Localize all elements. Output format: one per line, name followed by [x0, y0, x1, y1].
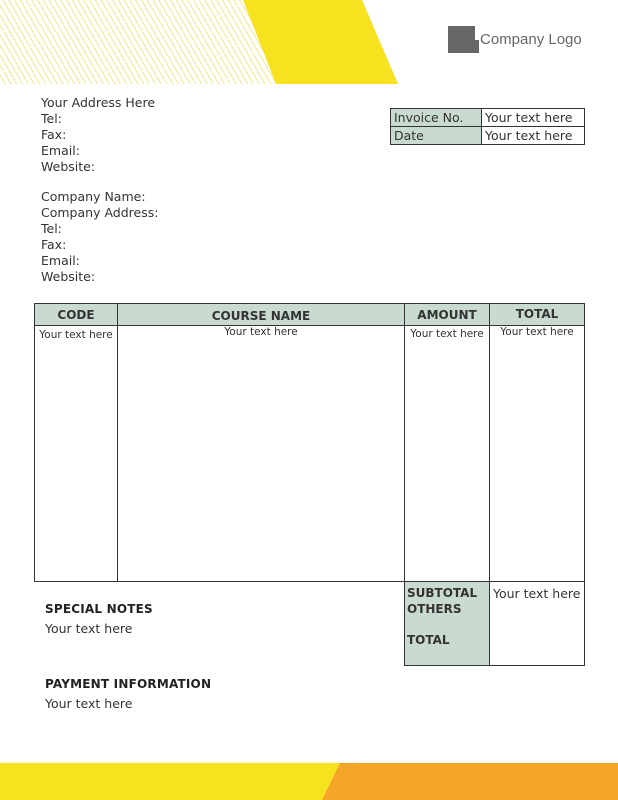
column-header-code: CODE — [57, 308, 95, 322]
subtotal-label: SUBTOTAL — [407, 586, 478, 600]
invoice-date-label: Date — [391, 127, 482, 145]
total-label: TOTAL — [407, 633, 450, 647]
totals-value-field[interactable]: Your text here — [493, 586, 581, 601]
payment-information-text[interactable]: Your text here — [45, 696, 133, 711]
special-notes-heading: SPECIAL NOTES — [45, 602, 153, 616]
invoice-meta-table — [390, 108, 585, 145]
sender-tel: Tel: — [41, 111, 62, 126]
company-website: Website: — [41, 269, 96, 284]
company-address: Company Address: — [41, 205, 159, 220]
invoice-date-row — [391, 127, 585, 145]
column-header-total: TOTAL — [515, 307, 559, 321]
column-header-amount: AMOUNT — [417, 308, 477, 322]
company-email: Email: — [41, 253, 80, 268]
company-details-block — [41, 189, 158, 285]
column-header-course-name: COURSE NAME — [211, 309, 311, 323]
company-fax: Fax: — [41, 237, 67, 252]
invoice-number-row — [391, 109, 585, 127]
special-notes-text[interactable]: Your text here — [45, 621, 133, 636]
column-divider — [489, 304, 490, 581]
sender-fax: Fax: — [41, 127, 67, 142]
cell-code[interactable]: Your text here — [39, 329, 113, 341]
others-label: OTHERS — [407, 602, 462, 616]
company-name: Company Name: — [41, 189, 146, 204]
cell-total[interactable]: Your text here — [500, 326, 574, 338]
sender-address-block — [41, 95, 155, 175]
column-divider — [117, 304, 118, 581]
items-table — [34, 303, 585, 582]
column-divider — [404, 304, 405, 581]
totals-labels — [405, 582, 490, 665]
logo-icon-notch — [475, 26, 479, 40]
invoice-number-label: Invoice No. — [391, 109, 482, 127]
cell-amount[interactable]: Your text here — [410, 328, 484, 340]
invoice-date-field[interactable]: Your text here — [482, 127, 585, 145]
company-logo-text: Company Logo — [480, 31, 582, 48]
sender-email: Email: — [41, 143, 80, 158]
payment-information-heading: PAYMENT INFORMATION — [45, 677, 212, 691]
sender-website: Website: — [41, 159, 96, 174]
invoice-number-field[interactable]: Your text here — [482, 109, 585, 127]
totals-box — [404, 581, 585, 666]
company-tel: Tel: — [41, 221, 62, 236]
cell-course-name[interactable]: Your text here — [224, 326, 298, 338]
sender-address: Your Address Here — [41, 95, 156, 110]
